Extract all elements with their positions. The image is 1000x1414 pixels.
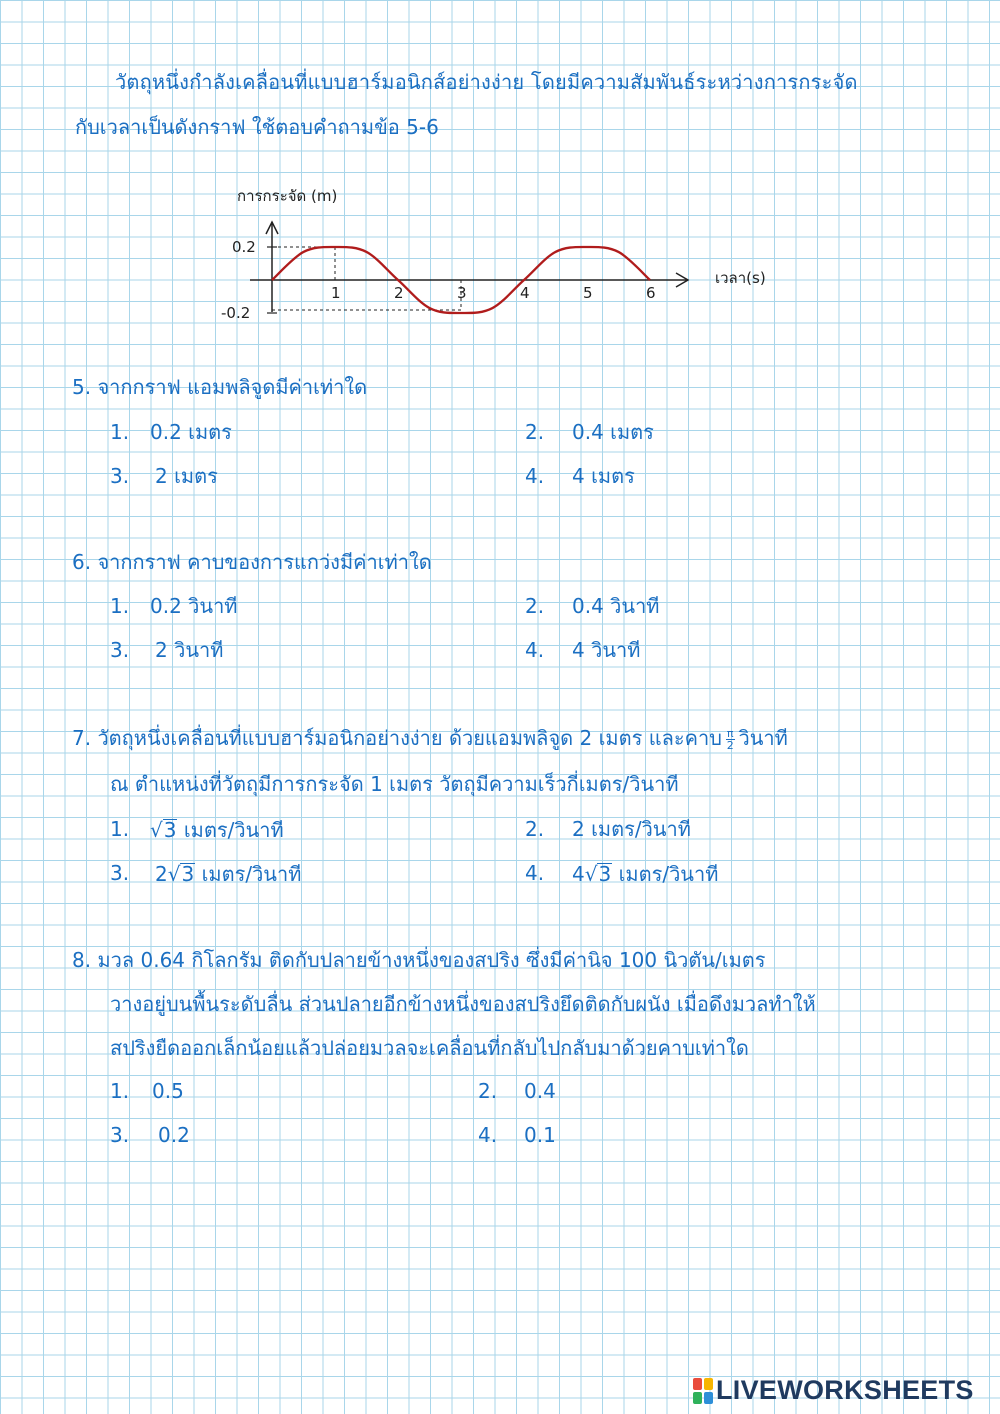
square-root: √3: [150, 818, 177, 842]
option-1-answer[interactable]: 0.5: [152, 1079, 184, 1103]
sqrt-coefficient: 2: [155, 862, 168, 886]
x-axis-label: เวลา(s): [715, 269, 766, 287]
question-number: 5.: [72, 375, 92, 399]
x-tick-label: 3: [457, 284, 467, 302]
option-3-answer[interactable]: [155, 863, 301, 885]
logo-mark-icon: [693, 1378, 713, 1404]
logo-square-blue: [704, 1392, 713, 1404]
option-2-answer[interactable]: 0.4: [524, 1079, 556, 1103]
radicand: 3: [598, 862, 612, 886]
fraction-numerator: π: [726, 727, 734, 740]
option-number: 2.: [525, 420, 545, 444]
question-5-line-1: [72, 377, 367, 397]
period-fraction: [726, 728, 735, 751]
intro-line-1: วัตถุหนึ่งกำลังเคลื่อนที่แบบฮาร์มอนิกส์อย่างง่าย โดยมีความสัมพันธ์ระหว่างการกระจัด: [115, 70, 858, 94]
question-7-line-1: [72, 728, 788, 751]
option-1-answer[interactable]: 0.2 เมตร: [150, 420, 232, 444]
option-2-answer[interactable]: 0.4 เมตร: [572, 420, 654, 444]
option-number: 3.: [110, 464, 130, 488]
option-number: 2.: [478, 1079, 498, 1103]
option-unit: เมตร/วินาที: [618, 862, 719, 886]
option-number: 1.: [110, 817, 130, 841]
option-3-answer[interactable]: 2 เมตร: [155, 464, 218, 488]
option-number: 4.: [525, 638, 545, 662]
option-number: 4.: [478, 1123, 498, 1147]
option-3-answer[interactable]: 0.2: [158, 1123, 190, 1147]
question-text: วางอยู่บนพื้นระดับลื่น ส่วนปลายอีกข้างหนึ่งของสปริงยึดติดกับผนัง เมื่อดึงมวลทำให้: [110, 992, 816, 1016]
option-number: 1.: [110, 1079, 130, 1103]
fraction-denominator: 2: [726, 739, 734, 752]
option-1-answer[interactable]: 0.2 วินาที: [150, 594, 238, 618]
question-6-line-1: [72, 552, 432, 572]
option-number: 2.: [525, 817, 545, 841]
question-8-line-2: [110, 994, 816, 1014]
option-4-answer[interactable]: 4 เมตร: [572, 464, 635, 488]
square-root: √3: [167, 862, 195, 886]
option-unit: เมตร/วินาที: [201, 862, 302, 886]
option-2-answer[interactable]: 0.4 วินาที: [572, 594, 660, 618]
question-number: 6.: [72, 550, 92, 574]
option-number: 3.: [110, 861, 130, 885]
option-number: 3.: [110, 638, 130, 662]
y-tick-label: -0.2: [221, 304, 251, 322]
question-7-line-2: [110, 774, 679, 794]
x-tick-label: 2: [394, 284, 404, 302]
question-text: วัตถุหนึ่งเคลื่อนที่แบบฮาร์มอนิกอย่างง่าย ด้วยแอมพลิจูด 2 เมตร และคาบ: [97, 726, 722, 750]
sqrt-coefficient: 4: [572, 862, 585, 886]
question-8-line-1: [72, 950, 766, 970]
x-tick-label: 6: [646, 284, 656, 302]
question-8-line-3: [110, 1038, 749, 1058]
logo-square-green: [693, 1392, 702, 1404]
option-number: 2.: [525, 594, 545, 618]
option-4-answer[interactable]: [572, 863, 718, 885]
y-axis-label: การกระจัด (m): [237, 187, 338, 205]
option-4-answer[interactable]: 0.1: [524, 1123, 556, 1147]
option-number: 1.: [110, 420, 130, 444]
option-number: 3.: [110, 1123, 130, 1147]
option-unit: เมตร/วินาที: [183, 818, 284, 842]
intro-line-2: กับเวลาเป็นดังกราฟ ใช้ตอบคำถามข้อ 5-6: [75, 115, 439, 139]
radicand: 3: [163, 818, 177, 842]
logo-square-yellow: [704, 1378, 713, 1390]
question-text: สปริงยืดออกเล็กน้อยแล้วปล่อยมวลจะเคลื่อนที่กลับไปกลับมาด้วยคาบเท่าใด: [110, 1036, 749, 1060]
x-tick-label: 4: [520, 284, 530, 302]
liveworksheets-logo: [693, 1375, 974, 1406]
y-tick-label: 0.2: [232, 238, 256, 256]
period-unit: วินาที: [738, 726, 788, 750]
option-1-answer[interactable]: [150, 819, 284, 841]
logo-square-red: [693, 1378, 702, 1390]
x-tick-label: 1: [331, 284, 341, 302]
question-number: 7.: [72, 726, 92, 750]
square-root: √3: [584, 862, 612, 886]
option-number: 4.: [525, 464, 545, 488]
question-number: 8.: [72, 948, 92, 972]
x-tick-label: 5: [583, 284, 593, 302]
option-number: 1.: [110, 594, 130, 618]
option-4-answer[interactable]: 4 วินาที: [572, 638, 641, 662]
option-3-answer[interactable]: 2 วินาที: [155, 638, 224, 662]
displacement-time-graph: [210, 180, 790, 330]
option-number: 4.: [525, 861, 545, 885]
option-2-answer[interactable]: 2 เมตร/วินาที: [572, 817, 691, 841]
logo-text: LIVEWORKSHEETS: [716, 1375, 974, 1405]
question-text: จากกราฟ แอมพลิจูดมีค่าเท่าใด: [97, 375, 368, 399]
radicand: 3: [181, 862, 195, 886]
question-text: มวล 0.64 กิโลกรัม ติดกับปลายข้างหนึ่งของสปริง ซึ่งมีค่านิจ 100 นิวตัน/เมตร: [97, 948, 766, 972]
question-text: ณ ตำแหน่งที่วัตถุมีการกระจัด 1 เมตร วัตถุมีความเร็วกี่เมตร/วินาที: [110, 772, 679, 796]
question-text: จากกราฟ คาบของการแกว่งมีค่าเท่าใด: [97, 550, 432, 574]
